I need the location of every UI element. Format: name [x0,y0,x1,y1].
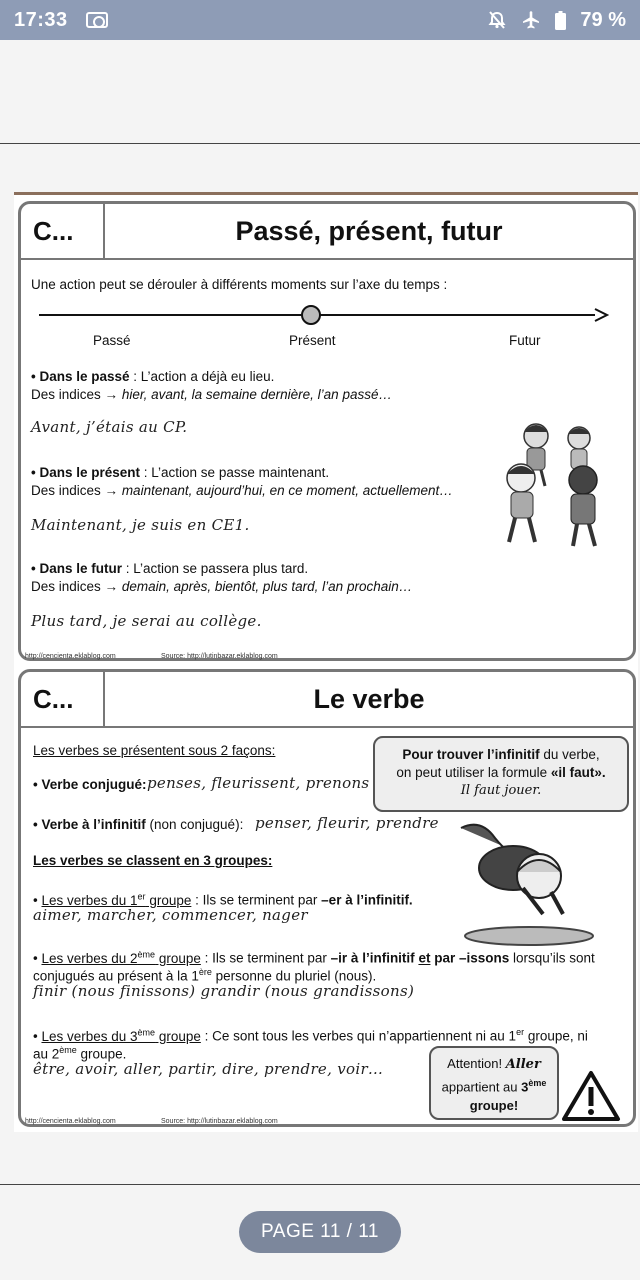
diving-child-illustration [451,818,601,948]
timeline-axis [39,304,609,326]
past-example: Avant, j’étais au CP. [31,418,188,436]
group1-line: • Les verbes du 1er groupe : Ils se terminent par –er à l’infinitif. [33,891,413,908]
infinitive-tip-box [373,736,629,812]
present-example: Maintenant, je suis en CE1. [31,516,250,534]
lesson-title: Passé, présent, futur [235,215,503,246]
timeline-present: Présent [289,333,336,348]
group2-line-2: conjugués au présent à la 1ère personne du pluriel (nous). [33,967,377,984]
lesson-code: C... [21,204,105,258]
warning-icon [561,1070,621,1122]
future-line: • Dans le futur : L’action se passera plus tard. [31,561,309,576]
notifications-off-icon [487,10,507,30]
lesson-card-verb [18,669,636,1127]
group3-example: être, avoir, aller, partir, dire, prendre, voir… [33,1060,384,1078]
lesson-card-time [18,201,636,661]
groups-heading: Les verbes se classent en 3 groupes: [33,853,273,868]
group3-line-2: au 2ème groupe. [33,1045,127,1062]
group2-line: • Les verbes du 2ème groupe : Ils se terminent par –ir à l’infinitif et par –issons lorsqu’ils sont [33,949,595,966]
future-example: Plus tard, je serai au collège. [31,612,262,630]
forms-heading: Les verbes se présentent sous 2 façons: [33,743,276,758]
attention-line-3: groupe! [469,1098,519,1114]
conjugated-line: • Verbe conjugué: [33,777,147,792]
tip-line-1: Pour trouver l’infinitif du verbe, [402,747,600,762]
airplane-mode-icon [521,10,541,30]
status-time: 17:33 [14,8,68,31]
page-indicator[interactable]: PAGE 11 / 11 [239,1211,401,1253]
timeline-past: Passé [93,333,131,348]
status-icons [487,9,626,32]
lesson-title: Le verbe [313,683,425,714]
attention-box [429,1046,559,1120]
children-playing-illustration [491,414,611,554]
viewer-top-area [0,40,640,144]
attention-line-1: Attention! Aller [447,1056,541,1072]
conjugated-example: penses, fleurissent, prenons [147,774,370,792]
footer-link-left: http://cencienta.eklablog.com [25,1118,116,1125]
footer-link-left: http://cencienta.eklablog.com [25,653,116,660]
present-marker [302,306,320,324]
attention-line-2: appartient au 3ème [441,1078,547,1095]
tip-example: Il faut jouer. [460,783,542,798]
present-line: • Dans le présent : L’action se passe maintenant. [31,465,330,480]
document-page[interactable] [14,192,638,1132]
viewer-bottom-divider [0,1184,640,1185]
intro-text: Une action peut se dérouler à différents moments sur l’axe du temps : [31,277,448,292]
lesson-code: C... [21,672,105,726]
future-clues-line: Des indices → demain, après, bientôt, plus tard, l’an prochain… [31,579,413,594]
group2-example: finir (nous finissons) grandir (nous grandissons) [33,982,415,1000]
footer-link-source: Source: http://lutinbazar.eklablog.com [161,1118,278,1125]
battery-icon [555,11,566,30]
present-clues-line: Des indices → maintenant, aujourd’hui, en ce moment, actuellement… [31,483,453,498]
status-bar [0,0,640,40]
screenshot-icon [86,12,108,28]
battery-level: 79 % [580,8,626,31]
past-line: • Dans le passé : L’action a déjà eu lieu. [31,369,275,384]
past-clues-line: Des indices → hier, avant, la semaine dernière, l’an passé… [31,387,392,402]
group1-example: aimer, marcher, commencer, nager [33,906,308,924]
infinitive-line: • Verbe à l’infinitif (non conjugué): [33,817,244,832]
tip-line-2: on peut utiliser la formule «il faut». [396,765,606,780]
group3-line: • Les verbes du 3ème groupe : Ce sont tous les verbes qui n’appartiennent ni au 1er groupe, ni [33,1027,588,1044]
card-header [21,204,633,260]
timeline-future: Futur [509,333,541,348]
card-header [21,672,633,728]
footer-link-source: Source: http://lutinbazar.eklablog.com [161,653,278,660]
infinitive-example: penser, fleurir, prendre [255,814,439,832]
